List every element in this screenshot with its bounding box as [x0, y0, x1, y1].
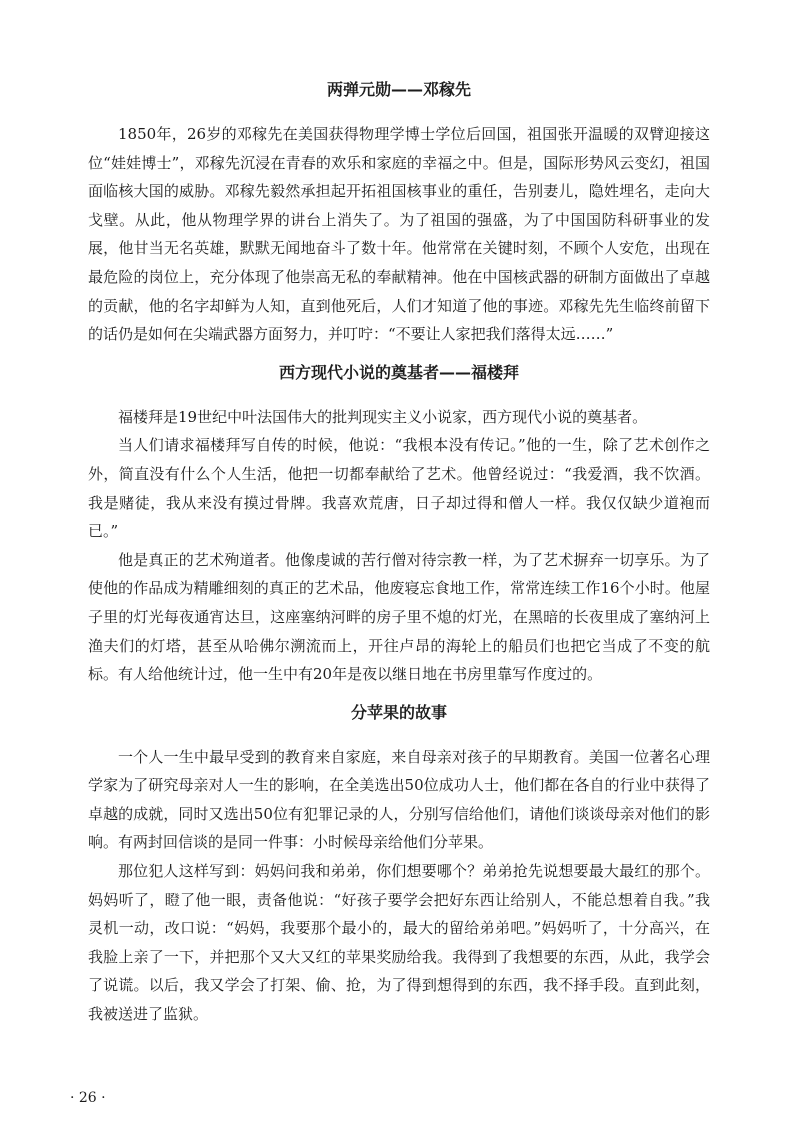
paragraph: 当人们请求福楼拜写自传的时候，他说：“我根本没有传记。”他的一生，除了艺术创作之外，简直没有什么个人生活，他把一切都奉献给了艺术。他曾经说过：“我爱酒，我不饮酒。我是赌徒，我从来没有摸过骨牌。我喜欢荒唐，日子却过得和僧人一样。我仅仅缺少道袍而已。”	[88, 436, 710, 541]
paragraph: 那位犯人这样写到：妈妈问我和弟弟，你们想要哪个？弟弟抢先说想要最大最红的那个。妈妈听了，瞪了他一眼，责备他说：“好孩子要学会把好东西让给别人，不能总想着自我。”我灵机一动，改口说：“妈妈，我要那个最小的，最大的留给弟弟吧。”妈妈听了，十分高兴，在我脸上亲了一下，并把那个又大又红的苹果奖励给我。我得到了我想要的东西，从此，我学会了说谎。以后，我又学会了打架、偷、抢，为了得到想得到的东西，我不择手段。直到此刻，我被送进了监狱。	[88, 862, 710, 1024]
section-deng-jiaxian	[88, 78, 710, 349]
paragraph: 福楼拜是19世纪中叶法国伟大的批判现实主义小说家，西方现代小说的奠基者。	[118, 407, 648, 426]
section-title: 分苹果的故事	[350, 702, 447, 722]
page-number: · 26 ·	[70, 1090, 106, 1106]
page-content	[88, 78, 710, 1029]
section-flaubert	[88, 361, 710, 689]
paragraph: 1850年，26岁的邓稼先在美国获得物理学博士学位后回国，祖国张开温暖的双臂迎接这位“娃娃博士”，邓稼先沉浸在青春的欢乐和家庭的幸福之中。但是，国际形势风云变幻，祖国面临核大国的威胁。邓稼先毅然承担起开拓祖国核事业的重任，告别妻儿，隐姓埋名，走向大戈壁。从此，他从物理学界的讲台上消失了。为了祖国的强盛，为了中国国防科研事业的发展，他甘当无名英雄，默默无闻地奋斗了数十年。他常常在关键时刻，不顾个人安危，出现在最危险的岗位上，充分体现了他崇高无私的奉献精神。他在中国核武器的研制方面做出了卓越的贡献，他的名字却鲜为人知，直到他死后，人们才知道了他的事迹。邓稼先先生临终前留下的话仍是如何在尖端武器方面努力，并叮咛：“不要让人家把我们落得太远……”	[88, 125, 710, 344]
section-title: 两弹元勋——邓稼先	[326, 80, 471, 99]
section-apple-story	[88, 701, 710, 1029]
section-title: 西方现代小说的奠基者——福楼拜	[278, 362, 519, 382]
paragraph: 他是真正的艺术殉道者。他像虔诚的苦行僧对待宗教一样，为了艺术摒弃一切享乐。为了使他的作品成为精雕细刻的真正的艺术品，他废寝忘食地工作，常常连续工作16个小时。他屋子里的灯光每夜通宵达旦，这座塞纳河畔的房子里不熄的灯光，在黑暗的长夜里成了塞纳河上渔夫们的灯塔，甚至从哈佛尔溯流而上，开往卢昂的海轮上的船员们也把它当成了不变的航标。有人给他统计过，他一生中有20年是夜以继日地在书房里靠写作度过的。	[88, 550, 710, 684]
paragraph: 一个人一生中最早受到的教育来自家庭，来自母亲对孩子的早期教育。美国一位著名心理学家为了研究母亲对人一生的影响，在全美选出50位成功人士，他们都在各自的行业中获得了卓越的成就，同时又选出50位有犯罪记录的人，分别写信给他们，请他们谈谈母亲对他们的影响。有两封回信谈的是同一件事：小时候母亲给他们分苹果。	[88, 747, 710, 852]
